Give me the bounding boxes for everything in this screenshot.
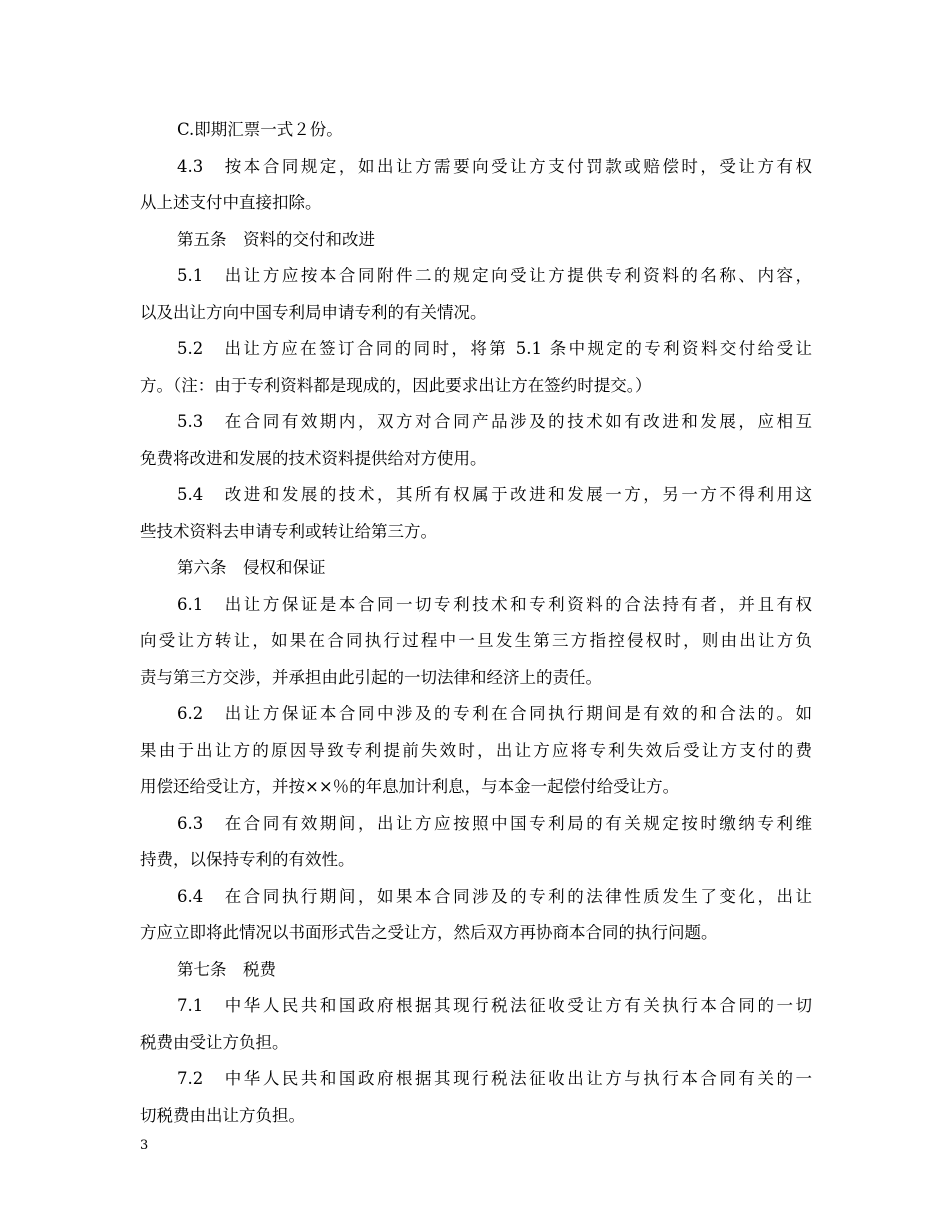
text-line: 5.3 在合同有效期内，双方对合同产品涉及的技术如有改进和发展，应相互 (177, 412, 812, 431)
text-line: 7.2 中华人民共和国政府根据其现行税法征收出让方与执行本合同有关的一 (177, 1069, 812, 1088)
text-line: C.即期汇票一式２份。 (177, 120, 343, 139)
document-body (140, 112, 812, 1134)
text-line: 6.2 出让方保证本合同中涉及的专利在合同执行期间是有效的和合法的。如 (177, 704, 812, 723)
text-line: 6.1 出让方保证是本合同一切专利技术和专利资料的合法持有者，并且有权 (177, 594, 812, 614)
text-line: 免费将改进和发展的技术资料提供给对方使用。 (140, 448, 487, 468)
text-line: 税费由受让方负担。 (140, 1032, 289, 1052)
text-line: 用偿还给受让方，并按××％的年息加计利息，与本金一起偿付给受让方。 (140, 777, 680, 796)
text-line: 持费，以保持专利的有效性。 (140, 850, 355, 869)
text-line: 果由于出让方的原因导致专利提前失效时，出让方应将专利失效后受让方支付的费 (140, 740, 812, 760)
page-number: 3 (140, 1138, 149, 1153)
text-line: 6.3 在合同有效期间，出让方应按照中国专利局的有关规定按时缴纳专利维 (177, 813, 812, 833)
text-line: 第六条 侵权和保证 (177, 558, 326, 577)
text-line: 些技术资料去申请专利或转让给第三方。 (140, 521, 437, 541)
text-line: 第七条 税费 (177, 959, 276, 979)
text-line: 方。（注：由于专利资料都是现成的，因此要求出让方在签约时提交。） (140, 375, 652, 395)
text-line: 5.4 改进和发展的技术，其所有权属于改进和发展一方，另一方不得利用这 (177, 485, 812, 504)
text-line: 以及出让方向中国专利局申请专利的有关情况。 (140, 302, 487, 322)
text-line: 5.2 出让方应在签订合同的同时，将第 5.1 条中规定的专利资料交付给受让 (177, 339, 812, 358)
text-line: 切税费由出让方负担。 (140, 1105, 305, 1125)
text-line: 从上述支付中直接扣除。 (140, 193, 322, 212)
text-line: 4.3 按本合同规定，如出让方需要向受让方支付罚款或赔偿时，受让方有权 (177, 156, 812, 176)
text-line: 6.4 在合同执行期间，如果本合同涉及的专利的法律性质发生了变化，出让 (177, 886, 812, 906)
text-line: 5.1 出让方应按本合同附件二的规定向受让方提供专利资料的名称、内容， (177, 266, 812, 285)
text-line: 方应立即将此情况以书面形式告之受让方，然后双方再协商本合同的执行问题。 (140, 923, 718, 942)
text-line: 第五条 资料的交付和改进 (177, 229, 375, 249)
text-line: 7.1 中华人民共和国政府根据其现行税法征收受让方有关执行本合同的一切 (177, 996, 812, 1015)
text-line: 向受让方转让，如果在合同执行过程中一旦发生第三方指控侵权时，则由出让方负 (140, 631, 812, 650)
text-line: 责与第三方交涉，并承担由此引起的一切法律和经济上的责任。 (140, 667, 602, 687)
